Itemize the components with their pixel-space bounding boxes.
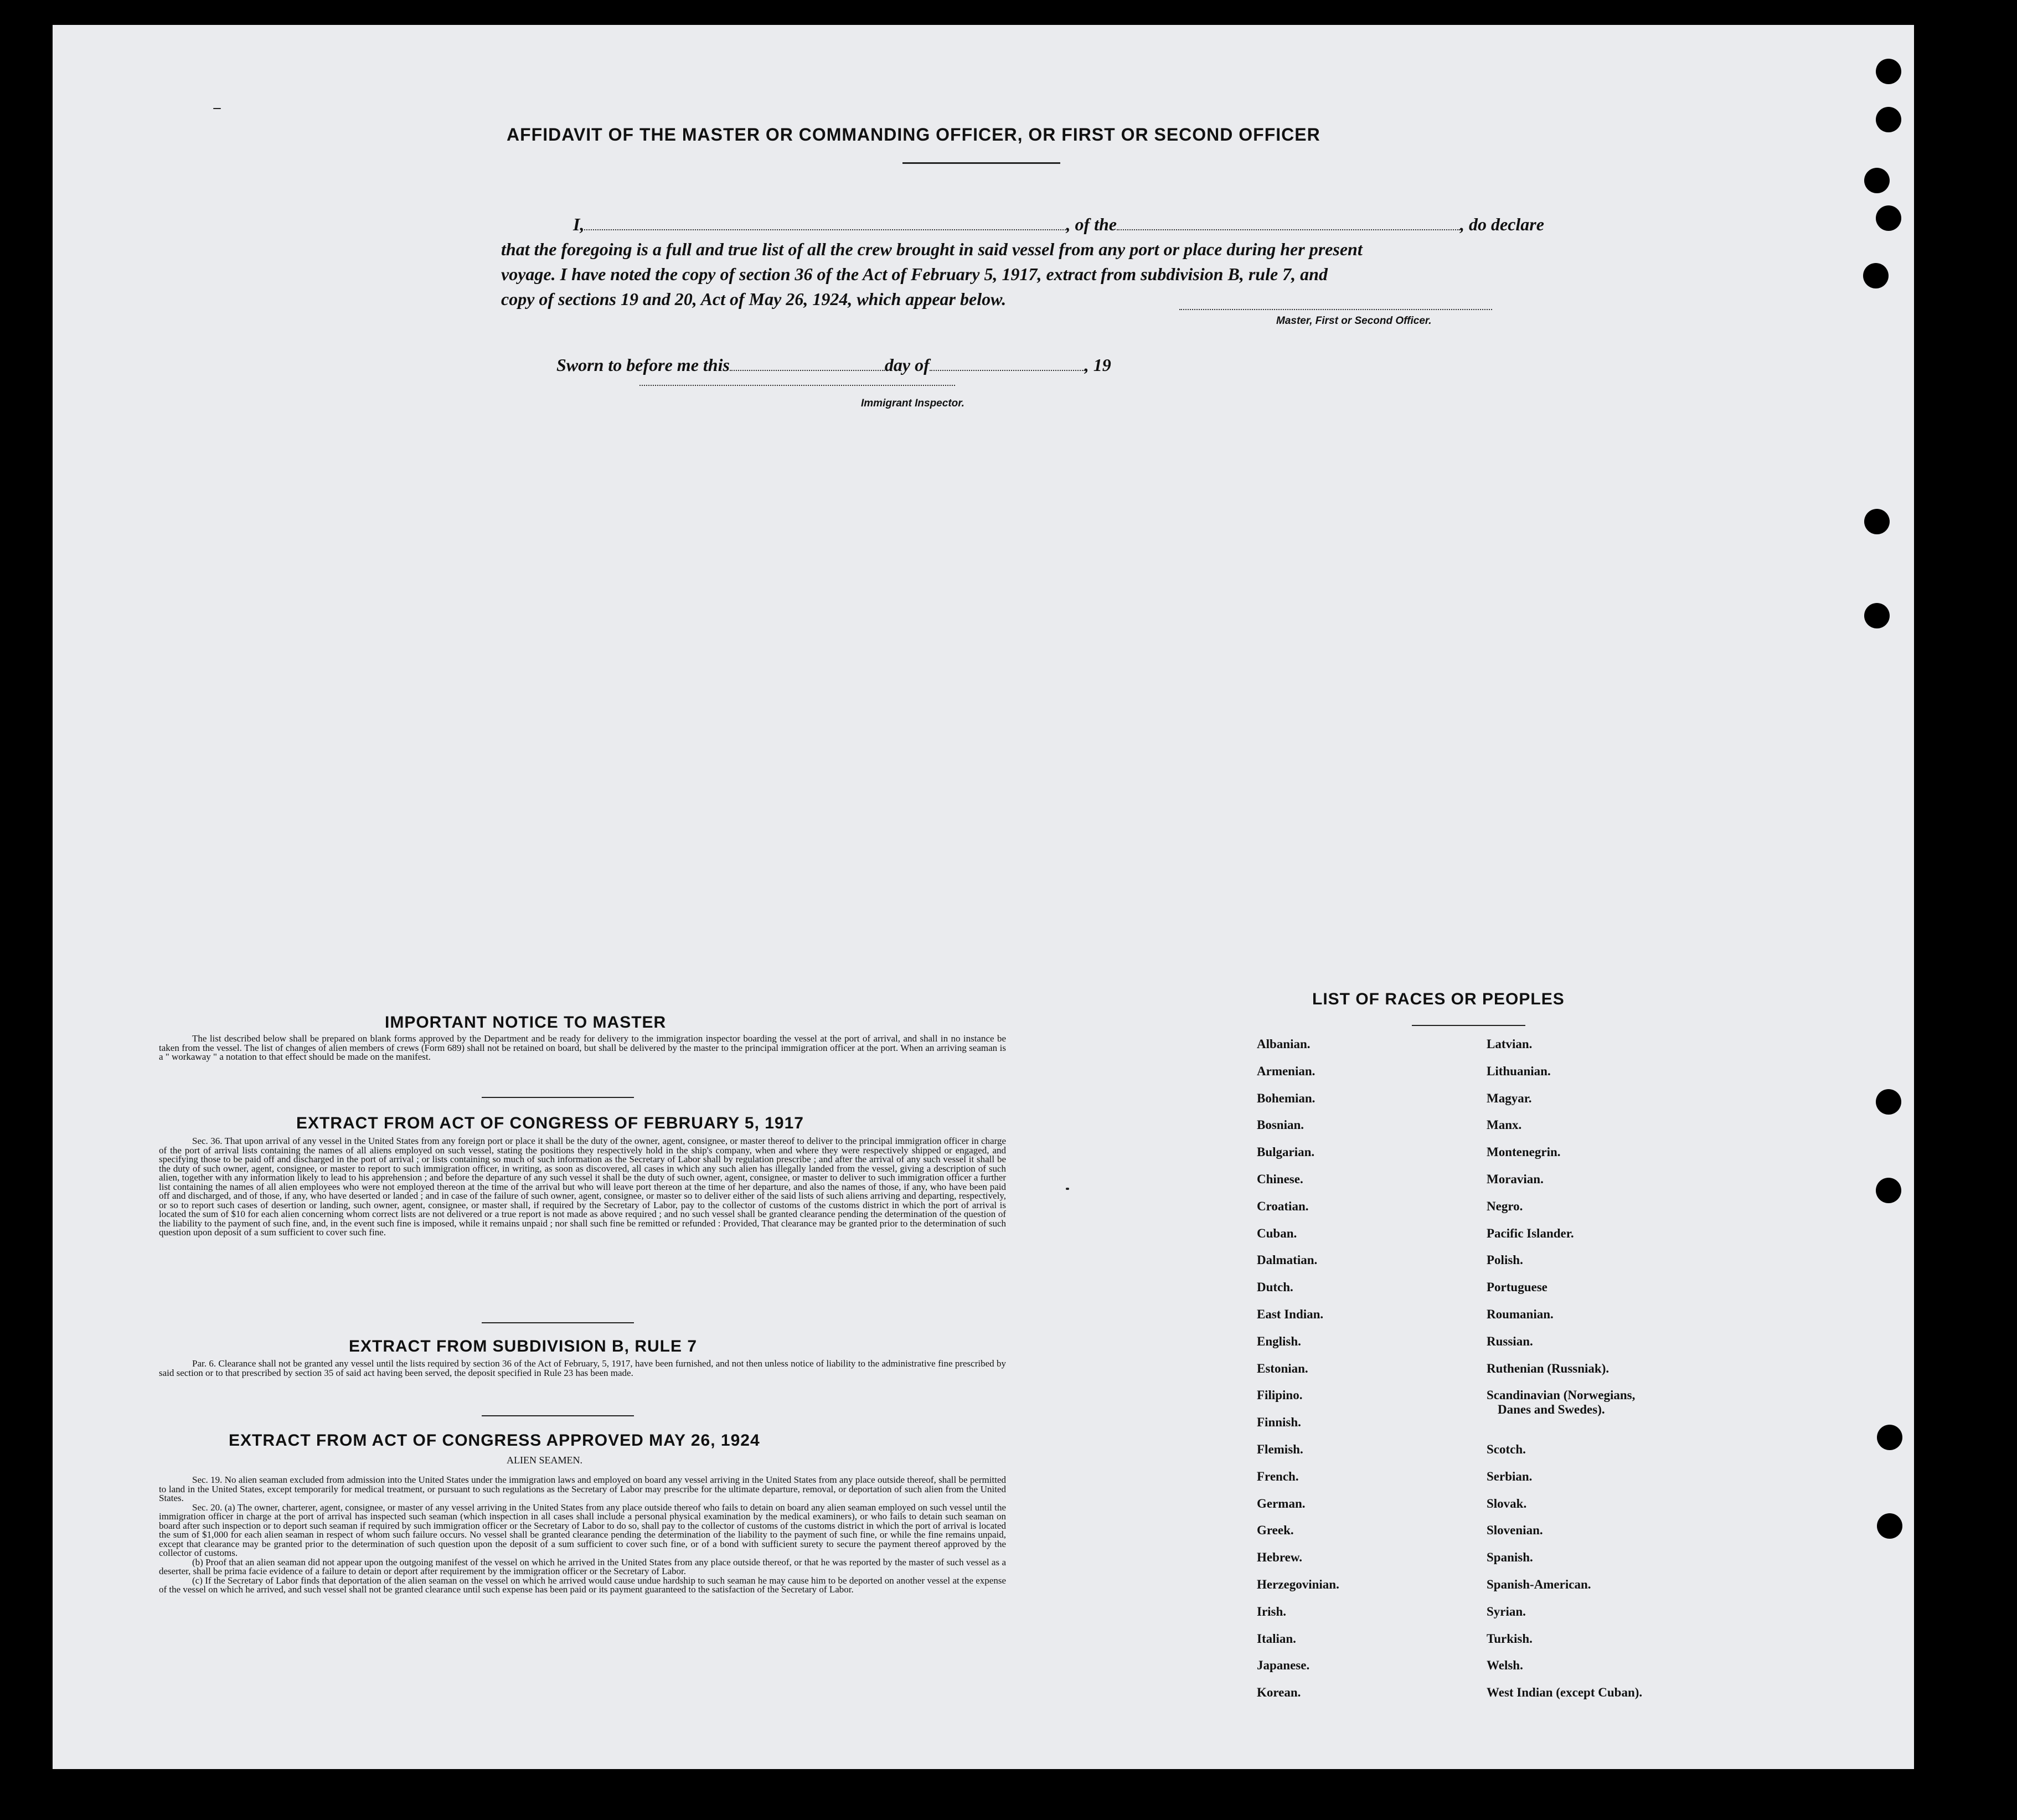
section-36-paragraph: Sec. 36. That upon arrival of any vessel in the United States from any foreign port or place it shall be the duty of the owner, agent, consignee, or master thereof to deliver to the principal immigration officer in charge of the port of arrival lists containing the names of all aliens employed on such vessel, stating the positions they respectively hold in the ship's company, when and where they were respectively shipped or engaged, and specifying those to be paid off and discharged in the port of arrival ; or lists containing so much of such information as the Secretary of Labor shall by regulation prescribe ; and after the arrival of any such vessel it shall be the duty of such owner, agent, consignee, or master to report to such immigration officer, in writing, as soon as discovered, all cases in which any such alien has illegally landed from the vessel, giving a description of such alien, together with any information likely to lead to his apprehension ; and before the departure of any such vessel it shall be the duty of such owner, agent, consignee, or master to deliver to such immigration officer a further list containing the names of all alien employees who were not employed thereon at the time of the arrival but who will leave port thereon at the time of her departure, and also the names of those, if any, who have been paid off and discharged, and of those, if any, who have deserted or landed ; and in case of the failure of such owner, agent, consignee, or master so to deliver either of the said lists of such aliens arriving and departing, respectively, or so to report such cases of desertion or landing, such owner, agent, consignee, or master shall, if required by the Secretary of Labor, pay to the collector of customs of the customs district in which the port of arrival is located the sum of $10 for each alien concerning whom correct lists are not delivered or a true report is not made as above required ; and no such vessel shall be granted clearance pending the determination of the question of the liability to the payment of such fine, and, in the event such fine is imposed, while it remains unpaid ; nor shall such fine be remitted or refunded : Provided, That clearance may be granted prior to the determination of such question upon deposit of a sum sufficient to cover such fine.: [159, 1136, 1006, 1238]
binder-hole: [1864, 509, 1890, 534]
race-item: Filipino.: [1257, 1388, 1303, 1402]
declaration-line-3: voyage. I have noted the copy of section 36 of the Act of February 5, 1917, extract from subdivision B, rule 7, and: [501, 264, 1328, 284]
race-item: Flemish.: [1257, 1442, 1303, 1456]
section-rule: [482, 1097, 634, 1098]
race-item: Roumanian.: [1487, 1307, 1554, 1321]
section-20c-paragraph: (c) If the Secretary of Labor finds that deportation of the alien seaman on the vessel on which he arrived would cause undue hardship to such seaman he may cause him to be deported on another vessel at the expense of the vessel on which he arrived, and such vessel shall not be granted clearance until such expense has been paid or its payment guaranteed to the satisfaction of the Secretary of Labor.: [159, 1575, 1006, 1595]
notice-paragraph: The list described below shall be prepared on blank forms approved by the Department and be ready for delivery to the immigration inspector boarding the vessel at the port of arrival, and shall in no instance be taken from the vessel. The list of changes of alien members of crews (Form 689) shall not be retained on board, but shall be delivered by the master to the principal immigration officer at the port. When an arriving seaman is a " workaway " a notation to that effect should be made on the manifest.: [159, 1033, 1006, 1062]
race-item: Armenian.: [1257, 1064, 1316, 1078]
section-20b-paragraph: (b) Proof that an alien seaman did not appear upon the outgoing manifest of the vessel on which he arrived in the United States from any place outside thereof, or that he was reported by the master of such vessel as a deserter, shall be prima facie evidence of a failure to detain or deport after requirement by the immigration officer or the Secretary of Labor.: [159, 1556, 1006, 1576]
race-item: Serbian.: [1487, 1470, 1533, 1483]
races-title: LIST OF RACES OR PEOPLES: [1312, 990, 1565, 1008]
race-item: French.: [1257, 1470, 1299, 1483]
race-item: Moravian.: [1487, 1172, 1544, 1186]
extract-1924-subtitle: ALIEN SEAMEN.: [507, 1455, 582, 1466]
extract-1917-title: EXTRACT FROM ACT OF CONGRESS OF FEBRUARY 5, 1917: [296, 1114, 804, 1132]
race-item: Bohemian.: [1257, 1091, 1316, 1105]
title-rule: [902, 162, 1060, 164]
race-item: Hebrew.: [1257, 1550, 1302, 1564]
races-title-rule: [1412, 1025, 1525, 1026]
name-blank[interactable]: [584, 215, 1066, 230]
declaration-line-4: copy of sections 19 and 20, Act of May 26, 1924, which appear below.: [501, 289, 1007, 309]
race-item: Dalmatian.: [1257, 1253, 1318, 1267]
race-item: English.: [1257, 1334, 1301, 1348]
race-item: West Indian (except Cuban).: [1487, 1685, 1643, 1699]
race-item: Spanish-American.: [1487, 1577, 1591, 1591]
extract-rule7-title: EXTRACT FROM SUBDIVISION B, RULE 7: [349, 1337, 698, 1355]
race-item: Magyar.: [1487, 1091, 1532, 1105]
race-item: Negro.: [1487, 1199, 1523, 1213]
sworn-year: , 19: [1084, 355, 1111, 375]
race-item: Syrian.: [1487, 1605, 1526, 1618]
race-item: Bulgarian.: [1257, 1145, 1315, 1159]
race-item: Greek.: [1257, 1523, 1294, 1537]
race-item: Chinese.: [1257, 1172, 1303, 1186]
ink-speck: [1066, 1188, 1069, 1190]
master-signature-caption: Master, First or Second Officer.: [1276, 315, 1432, 327]
race-item: German.: [1257, 1497, 1306, 1510]
race-item: Estonian.: [1257, 1362, 1308, 1375]
sworn-day-blank[interactable]: [730, 355, 885, 371]
declaration-i: I,: [573, 214, 585, 234]
race-item: Scandinavian (Norwegians,: [1487, 1388, 1636, 1402]
sworn-text: Sworn to before me this: [556, 355, 730, 375]
extract-rule7-body: [159, 1359, 1006, 1378]
affidavit-title: AFFIDAVIT OF THE MASTER OR COMMANDING OFFICER, OR FIRST OR SECOND OFFICER: [507, 125, 1320, 145]
race-item: Cuban.: [1257, 1226, 1297, 1240]
extract-1924-body: [159, 1476, 1006, 1595]
race-item: Bosnian.: [1257, 1118, 1304, 1132]
race-item: Albanian.: [1257, 1037, 1311, 1051]
race-item: Italian.: [1257, 1632, 1296, 1646]
binder-hole: [1877, 1425, 1902, 1450]
race-item: Polish.: [1487, 1253, 1523, 1267]
section-rule: [482, 1415, 634, 1416]
race-item: Croatian.: [1257, 1199, 1309, 1213]
race-item: Herzegovinian.: [1257, 1577, 1339, 1591]
section-rule: [482, 1322, 634, 1323]
race-item: Irish.: [1257, 1605, 1287, 1618]
race-item: Finnish.: [1257, 1415, 1301, 1429]
race-item: Latvian.: [1487, 1037, 1533, 1051]
declaration-line-2: that the foregoing is a full and true list of all the crew brought in said vessel from any port or place during her present: [501, 239, 1363, 259]
binder-hole: [1876, 205, 1901, 231]
race-item: Lithuanian.: [1487, 1064, 1551, 1078]
race-item: Welsh.: [1487, 1658, 1523, 1672]
binder-hole: [1864, 168, 1890, 193]
race-item: Ruthenian (Russniak).: [1487, 1362, 1610, 1375]
section-20a-paragraph: Sec. 20. (a) The owner, charterer, agent, consignee, or master of any vessel arriving in the United States from any place outside thereof who fails to detain on board any alien seaman employed on such vessel until the immigration officer in charge at the port of arrival has inspected such seaman (which inspection in all cases shall include a personal physical examination by the medical examiners), or who fails to detain such seaman on board after such inspection or to deport such seaman if required by such immigration officer or the Secretary of Labor to do so, shall pay to the collector of customs of the customs district in which the port of arrival is located the sum of $1,000 for each alien seaman in respect of whom such failure occurs. No vessel shall be granted clearance pending the determination of the liability to the payment of such fine, or while the fine remains unpaid, except that clearance may be granted prior to the determination of such question upon the deposit of a sum sufficient to cover such fine, or of a bond with sufficient surety to secure the payment thereof approved by the collector of customs.: [159, 1502, 1006, 1558]
race-item: Manx.: [1487, 1118, 1522, 1132]
master-signature-line[interactable]: [1179, 309, 1492, 310]
race-item: Spanish.: [1487, 1550, 1533, 1564]
affidavit-declaration: [501, 212, 1553, 312]
race-item: Pacific Islander.: [1487, 1226, 1574, 1240]
extract-1924-title: EXTRACT FROM ACT OF CONGRESS APPROVED MAY 26, 1924: [229, 1431, 760, 1450]
sworn-line: [556, 355, 1111, 375]
race-item: Scotch.: [1487, 1442, 1526, 1456]
binder-hole: [1876, 1178, 1901, 1203]
paragraph-6: Par. 6. Clearance shall not be granted any vessel until the lists required by section 36 of the Act of February, 5, 1917, have been furnished, and not then unless notice of liability to the administrative fine prescribed by said section or to that prescribed by section 35 of said act having been served, the deposit specified in Rule 23 has been made.: [159, 1358, 1006, 1378]
declaration-line-1: [501, 212, 1553, 237]
sworn-month-blank[interactable]: [930, 355, 1085, 371]
race-item: Portuguese: [1487, 1280, 1547, 1294]
race-item: Korean.: [1257, 1685, 1301, 1699]
race-item: Turkish.: [1487, 1632, 1533, 1646]
race-item: Danes and Swedes).: [1498, 1403, 1605, 1416]
binder-hole: [1876, 107, 1901, 132]
race-item: Montenegrin.: [1487, 1145, 1561, 1159]
form-page: [53, 25, 1914, 1769]
binder-hole: [1876, 1089, 1901, 1115]
extract-1917-body: [159, 1137, 1006, 1238]
notice-title: IMPORTANT NOTICE TO MASTER: [385, 1013, 667, 1032]
binder-hole: [1863, 263, 1889, 288]
race-item: Japanese.: [1257, 1658, 1310, 1672]
race-item: East Indian.: [1257, 1307, 1324, 1321]
inspector-signature-line[interactable]: [639, 385, 955, 386]
section-19-paragraph: Sec. 19. No alien seaman excluded from admission into the United States under the immigration laws and employed on board any vessel arriving in the United States from any place outside thereof, shall be permitted to land in the United States, except temporarily for medical treatment, or pursuant to such regulations as the Secretary of Labor may prescribe for the ultimate departure, removal, or deportation of such alien from the United States.: [159, 1474, 1006, 1503]
race-item: Slovenian.: [1487, 1523, 1543, 1537]
binder-hole: [1876, 59, 1901, 84]
ink-speck: [213, 108, 221, 109]
vessel-blank[interactable]: [1117, 215, 1460, 230]
declaration-of-the: , of the: [1066, 214, 1117, 234]
race-item: Slovak.: [1487, 1497, 1527, 1510]
race-item: Russian.: [1487, 1334, 1533, 1348]
binder-hole: [1864, 603, 1890, 628]
notice-body: [159, 1034, 1006, 1062]
sworn-day-of: day of: [884, 355, 930, 375]
inspector-signature-caption: Immigrant Inspector.: [861, 398, 964, 409]
declaration-do-declare: , do declare: [1460, 214, 1544, 234]
binder-hole: [1877, 1513, 1902, 1539]
race-item: Dutch.: [1257, 1280, 1293, 1294]
